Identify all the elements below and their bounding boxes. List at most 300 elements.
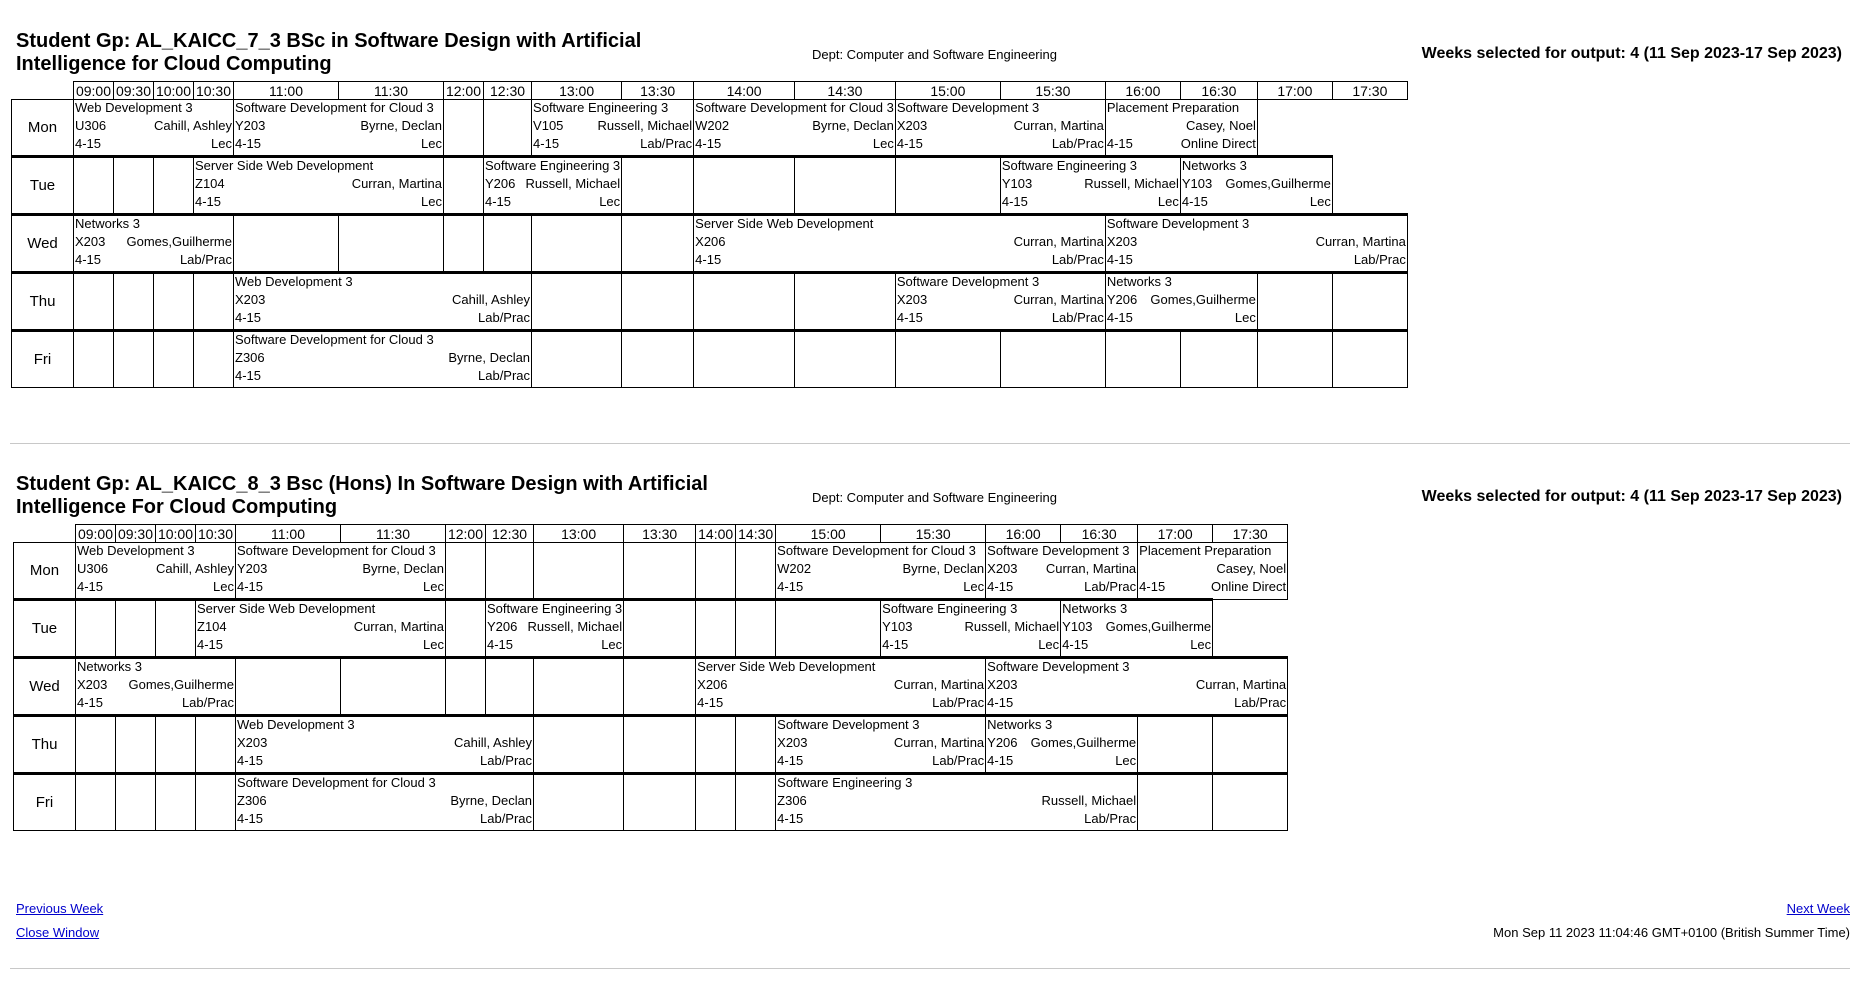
event-room-staff — [987, 677, 1286, 695]
event-cell — [1138, 543, 1288, 600]
event-weeks-type — [1182, 194, 1331, 212]
empty-slot — [1000, 331, 1105, 388]
time-header: 12:30 — [486, 525, 534, 543]
empty-slot — [156, 716, 196, 774]
event-room-staff — [75, 234, 232, 252]
generated-timestamp: Mon Sep 11 2023 11:04:46 GMT+0100 (British Summer Time) — [1493, 925, 1850, 940]
empty-slot — [444, 100, 484, 157]
empty-slot — [696, 716, 736, 774]
event-weeks-type — [237, 811, 532, 829]
empty-slot — [1213, 774, 1288, 831]
event-type: Lec — [1190, 637, 1212, 652]
event-staff: Cahill, Ashley — [155, 561, 234, 576]
day-row — [12, 157, 1408, 215]
empty-slot — [795, 331, 896, 388]
event-room-staff — [237, 561, 444, 579]
event-room: X203 — [75, 234, 106, 249]
footer-divider — [10, 968, 1850, 969]
event-title: Networks 3 — [987, 717, 1053, 732]
event-type: Lec — [872, 136, 894, 151]
event-type: Lab/Prac — [1084, 579, 1137, 594]
event-staff: Cahill, Ashley — [452, 292, 531, 307]
event-type: Lab/Prac — [478, 310, 531, 325]
event-room: Z104 — [197, 619, 227, 634]
empty-slot — [534, 658, 624, 716]
event-weeks-type — [1002, 194, 1179, 212]
event-type: Lec — [1038, 637, 1060, 652]
event-cell — [486, 600, 624, 658]
event-cell — [881, 600, 1061, 658]
event-room: Z306 — [777, 793, 807, 808]
event-room-staff — [235, 118, 442, 136]
event-type: Lec — [1309, 194, 1331, 209]
next-week-link[interactable]: Next Week — [1786, 901, 1850, 916]
day-name: Wed — [14, 658, 76, 716]
event-title: Software Development 3 — [896, 100, 1040, 115]
time-header: 17:30 — [1332, 82, 1407, 100]
event-room-staff — [1107, 234, 1406, 252]
event-staff: Curran, Martina — [351, 176, 442, 191]
event-staff: Curran, Martina — [1045, 561, 1137, 576]
empty-slot — [234, 215, 339, 273]
event-weeks: 4-15 — [1001, 194, 1028, 209]
event-title: Networks 3 — [1106, 274, 1172, 289]
time-header: 11:30 — [339, 82, 444, 100]
event-staff: Curran, Martina — [1315, 234, 1406, 249]
event-type: Lec — [1157, 194, 1179, 209]
time-header: 15:00 — [895, 82, 1000, 100]
event-weeks-type — [1139, 579, 1286, 597]
event-cell — [76, 543, 236, 600]
empty-slot — [486, 543, 534, 600]
time-header: 15:30 — [1000, 82, 1105, 100]
day-name: Tue — [14, 600, 76, 658]
event-staff: Curran, Martina — [1013, 292, 1104, 307]
group-title: Student Gp: AL_KAICC_7_3 BSc in Software Design with Artificial Intelligence for Cloud Computing — [16, 30, 642, 75]
event-staff: Curran, Martina — [893, 735, 985, 750]
event-title: Software Development for Cloud 3 — [237, 543, 436, 558]
event-weeks-type — [695, 136, 894, 154]
event-cell — [694, 100, 896, 157]
empty-slot — [1332, 273, 1407, 331]
event-weeks: 4-15 — [235, 136, 262, 151]
event-title: Server Side Web Development — [195, 158, 374, 173]
event-title: Software Development 3 — [987, 659, 1130, 674]
event-room: Y103 — [1181, 176, 1213, 191]
event-weeks: 4-15 — [195, 194, 222, 209]
event-staff: Byrne, Declan — [812, 118, 894, 133]
event-room-staff — [1139, 561, 1286, 579]
department: Dept: Computer and Software Engineering — [812, 490, 1057, 505]
empty-slot — [444, 157, 484, 215]
event-type: Lab/Prac — [932, 753, 985, 768]
event-weeks-type — [197, 637, 444, 655]
empty-slot — [116, 774, 156, 831]
event-staff: Gomes,Guilherme — [1105, 619, 1212, 634]
event-type: Lec — [601, 637, 623, 652]
time-header: 14:30 — [795, 82, 896, 100]
empty-slot — [736, 600, 776, 658]
time-header: 15:00 — [776, 525, 881, 543]
event-title: Networks 3 — [1062, 601, 1128, 616]
day-name: Mon — [14, 543, 76, 600]
event-room-staff — [235, 292, 530, 310]
event-weeks: 4-15 — [1106, 136, 1133, 151]
event-title: Software Development for Cloud 3 — [695, 100, 894, 115]
time-header: 09:30 — [114, 82, 154, 100]
event-staff: Curran, Martina — [1195, 677, 1287, 692]
event-weeks: 4-15 — [237, 811, 264, 826]
event-weeks-type — [75, 136, 232, 154]
empty-slot — [895, 157, 1000, 215]
day-row — [12, 100, 1408, 157]
day-name: Wed — [12, 215, 74, 273]
event-staff: Byrne, Declan — [448, 350, 531, 365]
event-cell — [1061, 600, 1213, 658]
timetable-grid — [13, 524, 1288, 831]
empty-slot — [154, 331, 194, 388]
event-weeks-type — [1107, 310, 1256, 328]
event-type: Lec — [1234, 310, 1256, 325]
time-header: 16:30 — [1061, 525, 1138, 543]
time-header: 13:00 — [534, 525, 624, 543]
event-room-staff — [77, 677, 234, 695]
time-header: 17:00 — [1138, 525, 1213, 543]
empty-slot — [534, 774, 624, 831]
event-room-staff — [777, 793, 1136, 811]
event-title: Software Engineering 3 — [485, 158, 621, 173]
event-room-staff — [195, 176, 442, 194]
event-room-staff — [75, 118, 232, 136]
empty-slot — [484, 215, 532, 273]
event-room-staff — [777, 561, 984, 579]
empty-slot — [622, 273, 694, 331]
event-room-staff — [897, 118, 1104, 136]
day-name: Fri — [12, 331, 74, 388]
event-title: Networks 3 — [75, 216, 141, 231]
event-weeks: 4-15 — [987, 753, 1014, 768]
event-weeks: 4-15 — [235, 310, 262, 325]
event-type: Lec — [421, 136, 442, 151]
empty-slot — [624, 600, 696, 658]
event-staff: Byrne, Declan — [360, 118, 442, 133]
event-room-staff — [897, 292, 1104, 310]
event-staff: Curran, Martina — [353, 619, 444, 634]
event-cell — [532, 100, 694, 157]
event-weeks-type — [485, 194, 620, 212]
event-title: Software Engineering 3 — [882, 601, 1018, 616]
event-weeks-type — [75, 252, 232, 270]
time-header: 09:00 — [76, 525, 116, 543]
time-header: 14:00 — [696, 525, 736, 543]
time-header: 17:30 — [1213, 525, 1288, 543]
event-room-staff — [987, 561, 1136, 579]
event-weeks-type — [777, 753, 984, 771]
empty-slot — [116, 600, 156, 658]
event-room-staff — [237, 735, 532, 753]
event-room-staff — [197, 619, 444, 637]
empty-slot — [116, 716, 156, 774]
event-room: X203 — [896, 118, 928, 133]
event-title: Server Side Web Development — [695, 216, 874, 231]
event-type: Lab/Prac — [1051, 136, 1104, 151]
event-room: U306 — [77, 561, 109, 576]
event-cell — [895, 273, 1105, 331]
event-title: Networks 3 — [1181, 158, 1247, 173]
empty-slot — [446, 600, 486, 658]
empty-slot — [532, 215, 622, 273]
time-header: 15:30 — [881, 525, 986, 543]
event-title: Web Development 3 — [237, 717, 355, 732]
event-room-staff — [1107, 292, 1256, 310]
event-weeks-type — [237, 753, 532, 771]
event-room-staff — [882, 619, 1059, 637]
event-type: Lec — [421, 194, 442, 209]
event-weeks-type — [235, 368, 530, 386]
empty-slot — [114, 157, 154, 215]
empty-slot — [194, 273, 234, 331]
time-header: 13:30 — [622, 82, 694, 100]
day-name: Tue — [12, 157, 74, 215]
event-staff: Russell, Michael — [525, 176, 621, 191]
empty-slot — [736, 716, 776, 774]
event-room: Y206 — [487, 619, 518, 634]
event-room: Y203 — [235, 118, 266, 133]
event-staff: Curran, Martina — [1013, 234, 1104, 249]
event-room-staff — [1062, 619, 1211, 637]
event-weeks: 4-15 — [237, 753, 264, 768]
event-weeks: 4-15 — [697, 695, 724, 710]
event-room: X203 — [987, 561, 1018, 576]
empty-slot — [895, 331, 1000, 388]
time-header: 10:30 — [194, 82, 234, 100]
event-weeks-type — [237, 579, 444, 597]
event-room-staff — [1107, 118, 1256, 136]
time-header: 12:30 — [484, 82, 532, 100]
event-weeks-type — [697, 695, 984, 713]
empty-slot — [76, 600, 116, 658]
empty-slot — [154, 157, 194, 215]
empty-slot — [624, 658, 696, 716]
event-staff: Byrne, Declan — [362, 561, 444, 576]
time-header: 12:00 — [444, 82, 484, 100]
event-cell — [234, 100, 444, 157]
event-weeks: 4-15 — [237, 579, 264, 594]
event-room-staff — [697, 677, 984, 695]
day-row — [14, 658, 1288, 716]
event-cell — [776, 716, 986, 774]
event-staff: Casey, Noel — [1216, 561, 1287, 576]
event-staff: Byrne, Declan — [902, 561, 985, 576]
time-header-row — [12, 82, 1408, 100]
previous-week-link[interactable]: Previous Week — [16, 901, 104, 916]
event-title: Software Development for Cloud 3 — [235, 332, 434, 347]
day-row — [14, 716, 1288, 774]
event-title: Web Development 3 — [235, 274, 353, 289]
time-header: 16:30 — [1180, 82, 1257, 100]
empty-slot — [196, 716, 236, 774]
event-weeks-type — [1107, 136, 1256, 154]
event-type: Online Direct — [1180, 136, 1256, 151]
event-cell — [76, 658, 236, 716]
event-staff: Gomes,Guilherme — [126, 234, 232, 249]
event-weeks-type — [882, 637, 1059, 655]
event-weeks: 4-15 — [1106, 310, 1133, 325]
empty-slot — [1213, 716, 1288, 774]
event-cell — [236, 774, 534, 831]
event-weeks: 4-15 — [987, 579, 1014, 594]
event-weeks: 4-15 — [485, 194, 512, 209]
event-weeks: 4-15 — [777, 753, 804, 768]
event-type: Lab/Prac — [1234, 695, 1287, 710]
empty-slot — [76, 716, 116, 774]
event-type: Lab/Prac — [478, 368, 531, 383]
event-room: W202 — [695, 118, 730, 133]
event-type: Lab/Prac — [932, 695, 985, 710]
empty-slot — [154, 273, 194, 331]
event-room: Y103 — [1001, 176, 1033, 191]
event-room-staff — [235, 350, 530, 368]
event-staff: Cahill, Ashley — [153, 118, 232, 133]
event-type: Lec — [423, 637, 444, 652]
event-room-staff — [777, 735, 984, 753]
empty-slot — [694, 273, 795, 331]
event-room: U306 — [75, 118, 107, 133]
event-cell — [1180, 157, 1332, 215]
day-row — [12, 215, 1408, 273]
day-row — [12, 331, 1408, 388]
event-room: Y206 — [987, 735, 1018, 750]
time-header: 16:00 — [986, 525, 1061, 543]
section-divider — [10, 443, 1850, 444]
event-staff: Russell, Michael — [1084, 176, 1179, 191]
event-title: Networks 3 — [77, 659, 143, 674]
event-cell — [236, 543, 446, 600]
empty-slot — [1257, 273, 1332, 331]
day-name: Thu — [14, 716, 76, 774]
time-header: 12:00 — [446, 525, 486, 543]
event-title: Web Development 3 — [77, 543, 195, 558]
event-type: Lec — [599, 194, 621, 209]
empty-slot — [114, 273, 154, 331]
empty-slot — [622, 215, 694, 273]
event-type: Lab/Prac — [1353, 252, 1406, 267]
event-room: X203 — [987, 677, 1018, 692]
event-cell — [986, 543, 1138, 600]
event-weeks: 4-15 — [896, 310, 923, 325]
event-room: Z104 — [195, 176, 225, 191]
event-type: Lec — [213, 579, 234, 594]
event-cell — [776, 774, 1138, 831]
time-header: 09:30 — [116, 525, 156, 543]
time-header: 09:00 — [74, 82, 114, 100]
empty-slot — [534, 716, 624, 774]
time-header: 14:00 — [694, 82, 795, 100]
event-title: Web Development 3 — [75, 100, 193, 115]
event-weeks: 4-15 — [75, 252, 102, 267]
empty-slot — [1138, 716, 1213, 774]
empty-slot — [196, 774, 236, 831]
empty-slot — [696, 543, 736, 600]
event-cell — [1105, 215, 1407, 273]
empty-slot — [446, 658, 486, 716]
empty-slot — [444, 215, 484, 273]
event-cell — [1105, 273, 1257, 331]
event-room-staff — [1002, 176, 1179, 194]
event-weeks-type — [987, 753, 1136, 771]
event-staff: Casey, Noel — [1186, 118, 1256, 133]
event-cell — [236, 716, 534, 774]
time-header: 14:30 — [736, 525, 776, 543]
event-type: Lec — [211, 136, 232, 151]
event-title: Placement Preparation — [1139, 543, 1272, 558]
event-room: Y206 — [1106, 292, 1138, 307]
event-staff: Russell, Michael — [1041, 793, 1137, 808]
header-corner — [14, 525, 76, 543]
empty-slot — [694, 331, 795, 388]
event-title: Software Development for Cloud 3 — [235, 100, 434, 115]
event-weeks: 4-15 — [896, 136, 923, 151]
event-weeks-type — [777, 579, 984, 597]
empty-slot — [74, 273, 114, 331]
empty-slot — [1332, 331, 1407, 388]
event-room-staff — [695, 234, 1104, 252]
event-weeks-type — [77, 579, 234, 597]
empty-slot — [236, 658, 341, 716]
weeks-selected: Weeks selected for output: 4 (11 Sep 2023-17 Sep 2023) — [1421, 45, 1842, 62]
event-cell — [1000, 157, 1180, 215]
empty-slot — [1180, 331, 1257, 388]
timetable-grid — [11, 81, 1408, 388]
time-header: 13:00 — [532, 82, 622, 100]
empty-slot — [1257, 331, 1332, 388]
empty-slot — [624, 774, 696, 831]
day-name: Fri — [14, 774, 76, 831]
empty-slot — [339, 215, 444, 273]
time-header: 13:30 — [624, 525, 696, 543]
event-weeks-type — [195, 194, 442, 212]
event-type: Lab/Prac — [640, 136, 693, 151]
empty-slot — [795, 273, 896, 331]
event-title: Software Engineering 3 — [777, 775, 913, 790]
empty-slot — [156, 600, 196, 658]
empty-slot — [1138, 774, 1213, 831]
event-room: Z306 — [235, 350, 265, 365]
event-weeks-type — [777, 811, 1136, 829]
event-weeks-type — [77, 695, 234, 713]
event-room-staff — [487, 619, 622, 637]
event-staff: Gomes,Guilherme — [128, 677, 234, 692]
empty-slot — [76, 774, 116, 831]
close-window-link[interactable]: Close Window — [16, 925, 100, 940]
empty-slot — [484, 100, 532, 157]
event-weeks: 4-15 — [77, 695, 104, 710]
empty-slot — [1105, 331, 1180, 388]
event-type: Lec — [1115, 753, 1137, 768]
event-room-staff — [485, 176, 620, 194]
event-title: Software Engineering 3 — [487, 601, 623, 616]
event-weeks-type — [533, 136, 692, 154]
time-header: 16:00 — [1105, 82, 1180, 100]
event-title: Software Development 3 — [1106, 216, 1250, 231]
event-cell — [776, 543, 986, 600]
event-room-staff — [695, 118, 894, 136]
event-title: Server Side Web Development — [697, 659, 876, 674]
empty-slot — [624, 543, 696, 600]
event-weeks-type — [1062, 637, 1211, 655]
event-room: V105 — [533, 118, 564, 133]
event-staff: Russell, Michael — [597, 118, 693, 133]
